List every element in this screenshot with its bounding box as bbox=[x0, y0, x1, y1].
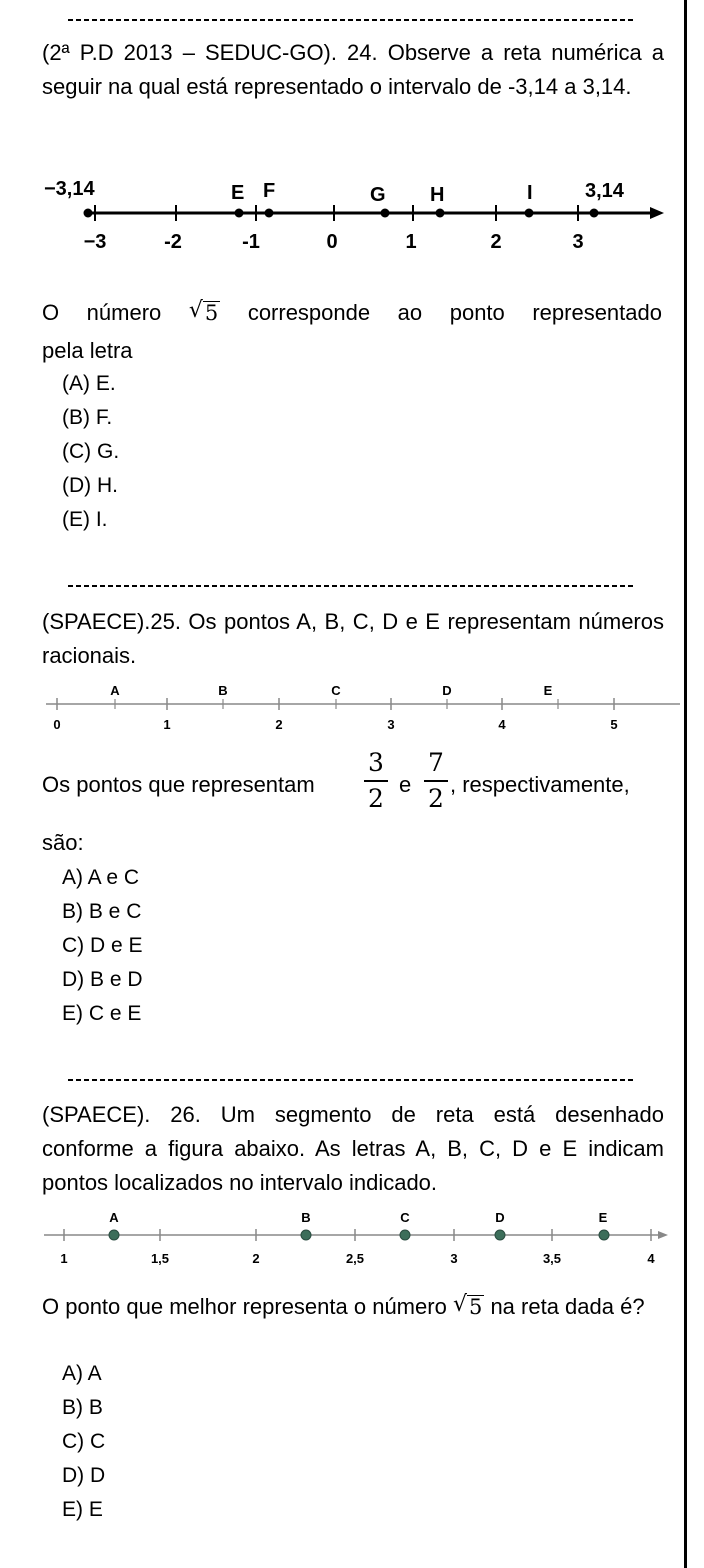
q24-tick-label: 1 bbox=[405, 231, 417, 253]
q26-point-label: D bbox=[495, 1210, 505, 1225]
fraction-seven-halves bbox=[424, 748, 448, 814]
q25-point-label: B bbox=[218, 683, 228, 698]
q24-option-b[interactable]: (B) F. bbox=[62, 406, 113, 429]
q25-number-line bbox=[0, 676, 680, 740]
q25-question-before: Os pontos que representam bbox=[42, 772, 315, 797]
q25-tick-label: 4 bbox=[498, 717, 506, 732]
q25-question-end: são: bbox=[42, 830, 84, 855]
frac-numerator: 3 bbox=[368, 748, 384, 777]
q24-point-I bbox=[525, 209, 534, 218]
q25-heading: (SPAECE).25. Os pontos A, B, C, D e E representam números racionais. bbox=[42, 609, 664, 668]
q24-point-E bbox=[235, 209, 244, 218]
q25-option-c[interactable]: C) D e E bbox=[62, 934, 143, 957]
q24-point-F bbox=[265, 209, 274, 218]
q24-point-minus-pi bbox=[84, 209, 93, 218]
q26-tick-label: 2,5 bbox=[345, 1251, 365, 1266]
q26-point-label: A bbox=[109, 1210, 119, 1225]
q24-option-d[interactable]: (D) H. bbox=[62, 474, 118, 497]
q24-tick-label: -2 bbox=[164, 231, 182, 253]
q24-option-c[interactable]: (C) G. bbox=[62, 440, 120, 463]
frac-denominator: 2 bbox=[428, 784, 444, 813]
q24-question bbox=[42, 296, 664, 330]
q26-point-D bbox=[495, 1230, 505, 1240]
q24-radicand: 5 bbox=[204, 301, 219, 325]
q26-option-c[interactable]: C) C bbox=[62, 1430, 106, 1453]
q24-axis-arrow bbox=[650, 207, 664, 219]
q26-point-label: E bbox=[598, 1210, 608, 1225]
q26-point-B bbox=[301, 1230, 311, 1240]
separator-dashes bbox=[68, 585, 635, 587]
q24-point-pi bbox=[590, 209, 599, 218]
q25-tick-label: 3 bbox=[387, 717, 395, 732]
q26-option-b[interactable]: B) B bbox=[62, 1396, 103, 1419]
q25-tick-label: 5 bbox=[610, 717, 618, 732]
q26-tick-label: 2 bbox=[252, 1251, 260, 1266]
q24-point-label: F bbox=[263, 180, 276, 202]
q24-option-a[interactable]: (A) E. bbox=[62, 372, 116, 395]
q25-question-after: , respectivamente, bbox=[450, 772, 630, 797]
q24-point-H bbox=[436, 209, 445, 218]
q24-option-e[interactable]: (E) I. bbox=[62, 508, 108, 531]
q26-tick-label: 3 bbox=[450, 1251, 458, 1266]
q25-option-e[interactable]: E) C e E bbox=[62, 1002, 142, 1025]
q25-point-label: D bbox=[442, 683, 452, 698]
q25-point-label: E bbox=[543, 683, 553, 698]
q25-option-d[interactable]: D) B e D bbox=[62, 968, 143, 991]
q26-tick-label: 4 bbox=[647, 1251, 655, 1266]
q26-question bbox=[42, 1290, 664, 1324]
q26-option-a[interactable]: A) A bbox=[62, 1362, 102, 1385]
q24-question-line2: pela letra bbox=[42, 338, 133, 363]
q24-heading: (2ª P.D 2013 – SEDUC-GO). 24. Observe a reta numérica a seguir na qual está representado o intervalo de -3,14 a 3,14. bbox=[42, 40, 664, 99]
q26-question-before: O ponto que melhor representa o número bbox=[42, 1294, 447, 1319]
q24-point-label: −3,14 bbox=[44, 178, 95, 200]
q25-tick-label: 2 bbox=[275, 717, 283, 732]
q24-point-G bbox=[381, 209, 390, 218]
q24-tick-label: -1 bbox=[242, 231, 260, 253]
sqrt-symbol: √ 5 bbox=[452, 1292, 483, 1319]
q24-number-line bbox=[0, 170, 680, 265]
q26-tick-label: 3,5 bbox=[542, 1251, 562, 1266]
q26-number-line bbox=[0, 1202, 680, 1274]
q24-point-label: 3,14 bbox=[585, 180, 624, 202]
q26-point-C bbox=[400, 1230, 410, 1240]
q25-connector: e bbox=[399, 772, 412, 797]
q26-tick-label: 1 bbox=[60, 1251, 68, 1266]
q24-tick-label: −3 bbox=[83, 231, 107, 253]
fraction-three-halves bbox=[364, 748, 388, 814]
separator-dashes bbox=[68, 1079, 635, 1081]
q24-tick-label: 2 bbox=[490, 231, 502, 253]
q24-point-label: E bbox=[231, 182, 245, 204]
sqrt-symbol: √ 5 bbox=[188, 298, 219, 325]
q24-question-before: O número bbox=[42, 300, 162, 325]
q26-point-A bbox=[109, 1230, 119, 1240]
q26-option-d[interactable]: D) D bbox=[62, 1464, 106, 1487]
q25-option-b[interactable]: B) B e C bbox=[62, 900, 142, 923]
q26-radicand: 5 bbox=[468, 1295, 483, 1319]
q25-tick-label: 1 bbox=[163, 717, 171, 732]
q26-point-label: C bbox=[400, 1210, 410, 1225]
q25-point-label: C bbox=[331, 683, 341, 698]
q24-point-label: G bbox=[370, 184, 386, 206]
q26-option-e[interactable]: E) E bbox=[62, 1498, 103, 1521]
q26-heading: (SPAECE). 26. Um segmento de reta está desenhado conforme a figura abaixo. As letras A, B, C, D e E indicam pontos localizados no intervalo indicado. bbox=[42, 1102, 664, 1195]
separator-dashes bbox=[68, 19, 635, 21]
q26-question-after: na reta dada é? bbox=[490, 1294, 645, 1319]
q26-point-label: B bbox=[301, 1210, 311, 1225]
frac-numerator: 7 bbox=[428, 748, 444, 777]
q24-tick-label: 0 bbox=[326, 231, 338, 253]
q25-option-a[interactable]: A) A e C bbox=[62, 866, 140, 889]
q26-point-E bbox=[599, 1230, 609, 1240]
q24-point-label: H bbox=[430, 184, 445, 206]
page-right-border bbox=[684, 0, 687, 1568]
q25-point-label: A bbox=[110, 683, 120, 698]
q24-question-after-1: corresponde ao ponto representado bbox=[247, 300, 662, 325]
q26-tick-label: 1,5 bbox=[150, 1251, 170, 1266]
q24-tick-label: 3 bbox=[572, 231, 584, 253]
q25-tick-label: 0 bbox=[53, 717, 61, 732]
q26-axis-arrow bbox=[658, 1231, 668, 1239]
q24-point-label: I bbox=[527, 182, 533, 204]
frac-denominator: 2 bbox=[368, 784, 384, 813]
